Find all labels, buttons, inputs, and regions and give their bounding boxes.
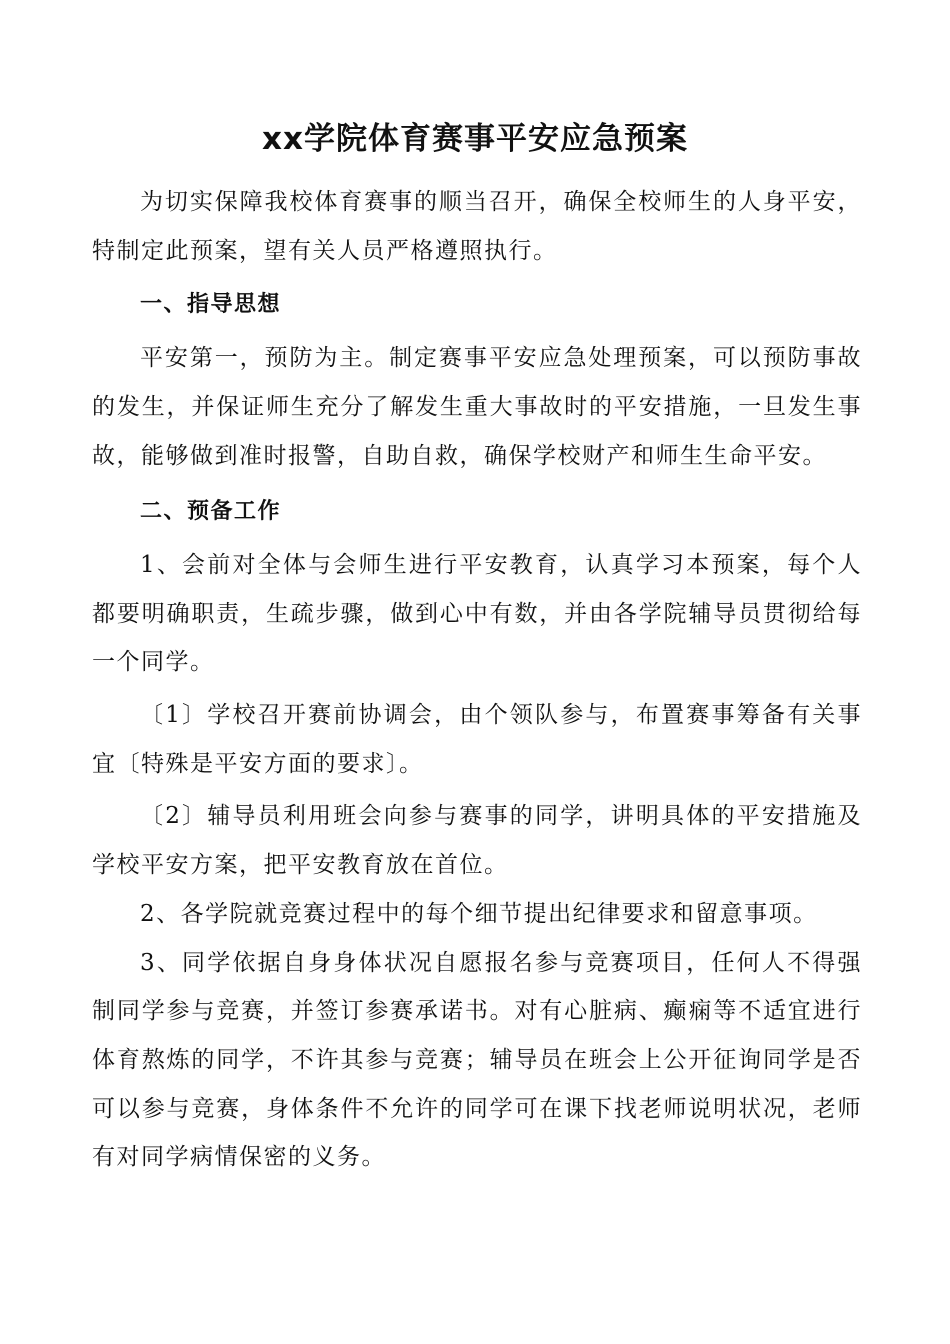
preparation-subitem: 〔2〕辅导员利用班会向参与赛事的同学，讲明具体的平安措施及学校平安方案，把平安教育放在首位。 — [92, 803, 862, 879]
section-heading-preparation: 二、预备工作 — [140, 499, 282, 525]
section-heading-guiding-ideology: 一、指导思想 — [140, 292, 282, 318]
document-title: xx学院体育赛事平安应急预案 — [262, 121, 688, 157]
intro-paragraph: 为切实保障我校体育赛事的顺当召开，确保全校师生的人身平安，特制定此预案，望有关人员严格遵照执行。 — [92, 189, 862, 264]
preparation-subitem: 〔1〕学校召开赛前协调会，由个领队参与，布置赛事筹备有关事宜〔特殊是平安方面的要求〕。 — [92, 702, 862, 777]
document-body — [92, 178, 862, 1182]
preparation-item: 2、各学院就竞赛过程中的每个细节提出纪律要求和留意事项。 — [140, 900, 818, 927]
guiding-ideology-paragraph: 平安第一，预防为主。制定赛事平安应急处理预案，可以预防事故的发生，并保证师生充分了解发生重大事故时的平安措施，一旦发生事故，能够做到准时报警，自助自救，确保学校财产和师生生命平安。 — [92, 345, 862, 469]
preparation-item: 3、同学依据自身身体状况自愿报名参与竞赛项目，任何人不得强制同学参与竞赛，并签订参赛承诺书。对有心脏病、癫痫等不适宜进行体育熬炼的同学，不许其参与竞赛；辅导员在班会上公开征询同学是否可以参与竞赛，身体条件不允许的同学可在课下找老师说明状况，老师有对同学病情保密的义务。 — [92, 949, 862, 1171]
preparation-item: 1、会前对全体与会师生进行平安教育，认真学习本预案，每个人都要明确职责，生疏步骤，做到心中有数，并由各学院辅导员贯彻给每一个同学。 — [92, 551, 862, 676]
